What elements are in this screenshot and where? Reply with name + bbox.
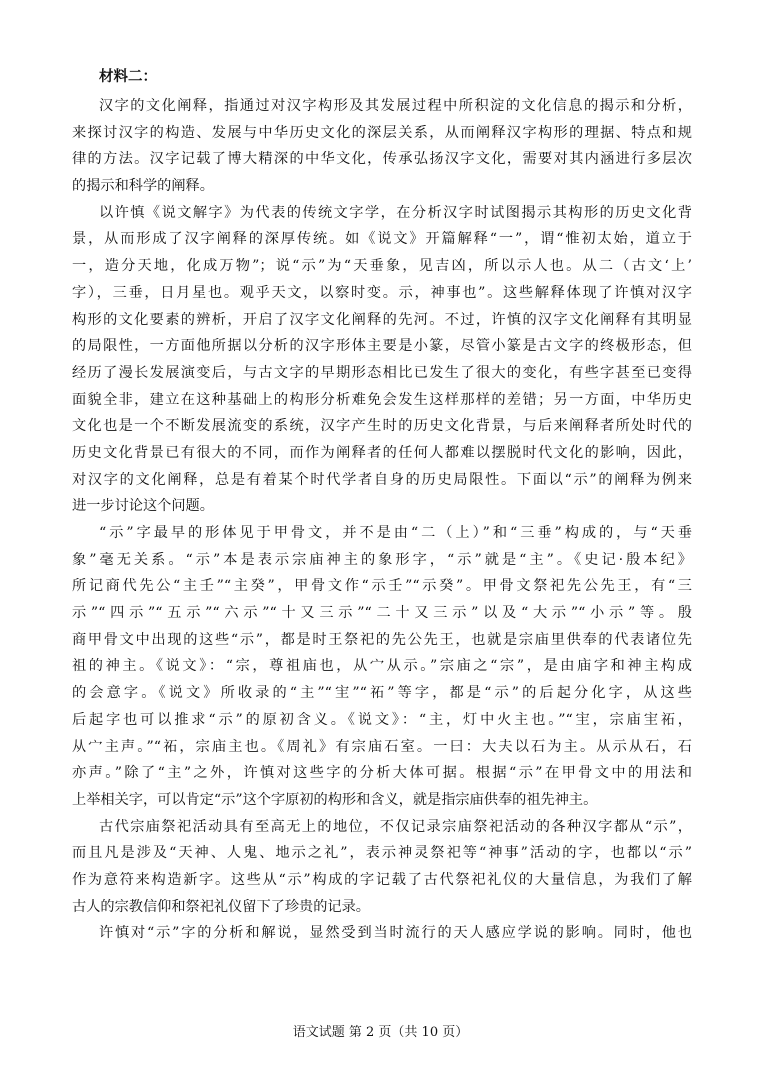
text-line: “示”字最早的形体见于甲骨文，并不是由“二（上）”和“三垂”构成的，与“天垂: [99, 525, 692, 541]
paragraph: [72, 920, 692, 947]
text-line: 文化也是一个不断发展流变的系统，汉字产生时的历史文化背景，与后来阐释者所处时代的: [72, 418, 692, 435]
text-line: 古人的宗教信仰和祭祀礼仪留下了珍贵的记录。: [72, 898, 370, 915]
text-line: 后起字也可以推求“示”的原初含义。《说文》：“主，灯中火主也。”“宔，宗庙宔祏，: [72, 711, 692, 728]
text-line: 商甲骨文中出现的这些“示”，都是时王祭祀的先公先王，也就是宗庙里供奉的代表诸位先: [72, 631, 692, 648]
text-line: 示”“四示”“五示”“六示”“十又三示”“二十又三示”以及“大示”“小示”等。殷: [72, 605, 692, 622]
text-line: 上举相关字，可以肯定“示”这个字原初的构形和含义，就是指宗庙供奉的祖先神主。: [72, 791, 598, 808]
paragraph: [72, 93, 692, 200]
text-line: 所记商代先公“主壬”“主癸”，甲骨文作“示壬”“示癸”。甲骨文祭祀先公先王，有“三: [72, 578, 692, 595]
text-line: 面貌全非，建立在这种基础上的构形分析难免会发生这样那样的差错；另一方面，中华历史: [72, 391, 692, 408]
text-line: 而且凡是涉及“天神、人鬼、地示之礼”，表示神灵祭祀等“神事”活动的字，也都以“示”: [72, 845, 692, 862]
text-line: 经历了漫长发展演变后，与古文字的早期形态相比已发生了很大的变化，有些字甚至已变得: [72, 364, 692, 381]
page-footer: 语文试题 第 2 页（共 10 页）: [292, 1025, 469, 1040]
text-line: 来探讨汉字的构造、发展与中华历史文化的深层关系，从而阐释汉字构形的理据、特点和规: [72, 124, 692, 141]
text-line: 历史文化背景已有很大的不同，而作为阐释者的任何人都难以摆脱时代文化的影响，因此，: [72, 444, 692, 461]
text-line: 从宀主声。”“祏，宗庙主也。《周礼》有宗庙石室。一曰：大夫以石为主。从示从石，石: [72, 738, 692, 755]
text-line: 作为意符来构造新字。这些从“示”构成的字记载了古代祭祀礼仪的大量信息，为我们了解: [72, 871, 692, 888]
text-line: 对汉字的文化阐释，总是有着某个时代学者自身的历史局限性。下面以“示”的阐释为例来: [72, 471, 692, 488]
text-line: 的局限性，一方面他所据以分析的汉字形体主要是小篆，尽管小篆是古文字的终极形态，但: [72, 338, 692, 355]
paragraph-container: [72, 93, 692, 947]
document-body: [72, 64, 692, 947]
paragraph: [72, 200, 692, 520]
text-line: 律的方法。汉字记载了博大精深的中华文化，传承弘扬汉字文化，需要对其内涵进行多层次: [72, 151, 692, 168]
text-line: 以许慎《说文解字》为代表的传统文字学，在分析汉字时试图揭示其构形的历史文化背: [99, 204, 692, 221]
text-line: 许慎对“示”字的分析和解说，显然受到当时流行的天人感应学说的影响。同时，他也: [99, 925, 692, 942]
paragraph: [72, 814, 692, 921]
text-line: 构形的文化要素的辨析，开启了汉字文化阐释的先河。不过，许慎的汉字文化阐释有其明显: [72, 311, 692, 328]
text-line: 古代宗庙祭祀活动具有至高无上的地位，不仅记录宗庙祭祀活动的各种汉字都从“示”，: [99, 818, 692, 835]
text-line: 汉字的文化阐释，指通过对汉字构形及其发展过程中所积淀的文化信息的揭示和分析，: [99, 98, 692, 114]
text-line: 象”毫无关系。“示”本是表示宗庙神主的象形字，“示”就是“主”。《史记·殷本纪》: [72, 551, 692, 568]
text-line: 景，从而形成了汉字阐释的深厚传统。如《说文》开篇解释“一”，谓“惟初太始，道立于: [72, 231, 692, 248]
text-line: 的会意字。《说文》所收录的“主”“宔”“祏”等字，都是“示”的后起分化字，从这些: [72, 685, 692, 702]
text-line: 字），三垂，日月星也。观乎天文，以察时变。示，神事也”。这些解释体现了许慎对汉字: [72, 284, 692, 301]
paragraph: [72, 520, 692, 814]
text-line: 亦声。”除了“主”之外，许慎对这些字的分析大体可据。根据“示”在甲骨文中的用法和: [72, 765, 692, 782]
text-line: 一，造分天地，化成万物”；说“示”为“天垂象，见吉凶，所以示人也。从二（古文‘上’: [72, 258, 692, 275]
text-line: 进一步讨论这个问题。: [72, 498, 214, 515]
text-line: 祖的神主。《说文》：“宗，尊祖庙也，从宀从示。”宗庙之“宗”，是由庙字和神主构成: [72, 658, 692, 675]
section-heading: 材料二：: [99, 68, 157, 85]
text-line: 的揭示和科学的阐释。: [72, 178, 214, 195]
